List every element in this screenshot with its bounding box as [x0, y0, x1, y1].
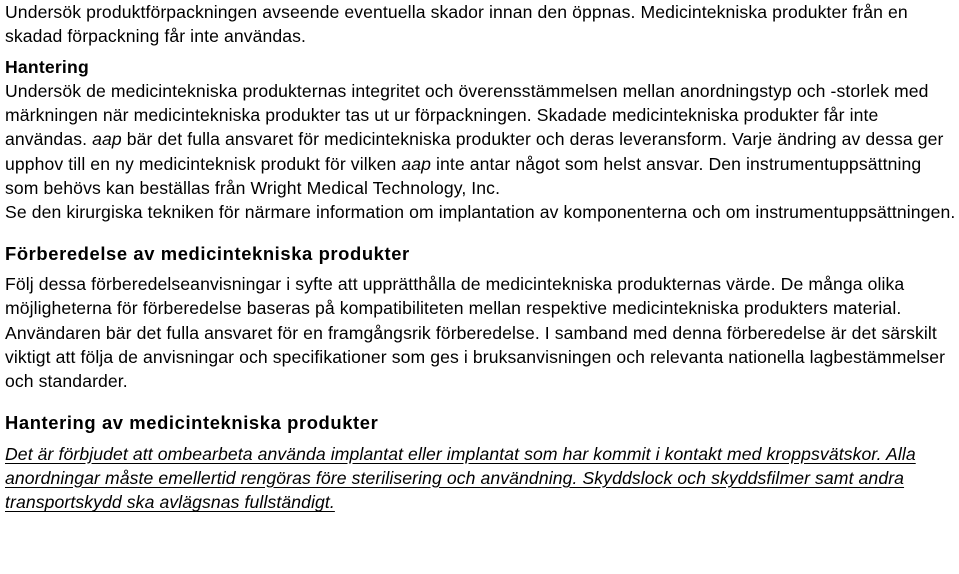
spacer — [5, 393, 957, 411]
hantering-text-b: bär det fulla ansvaret för medicintekniska produkter och deras leveransform. Varje ändring av dessa ger upphov till en ny medicinteknisk produkt för vilken — [5, 129, 944, 174]
intro-paragraph: Undersök produktförpackningen avseende eventuella skador innan den öppnas. Medicintekniska produkter från en skadad förpackning får inte användas. — [5, 2, 908, 47]
section-heading-hantering-medicintekniska: Hantering av medicintekniska produkter — [5, 412, 379, 434]
aap-brand-2: aap — [401, 153, 432, 174]
aap-brand-1: aap — [92, 129, 122, 150]
forberedelse-paragraph: Följ dessa förberedelseanvisningar i syfte att upprätthålla de medicintekniska produkternas värde. De många olika möjligheterna för förberedelse baseras på kompatibiliteten mellan respektive medicintekniska produkters material. Användaren bär det fulla ansvaret för en framgångsrik förberedelse. I samband med denna förberedelse är det särskilt viktigt att följa de anvisningar och specifikationer som ges i bruksanvisningen och relevanta nationella lagbestämmelser och standarder. — [5, 273, 946, 392]
spacer — [5, 225, 957, 242]
section-heading-hantering: Hantering — [5, 56, 89, 77]
document-page — [5, 0, 957, 515]
hantering-text-c: inte antar något som helst ansvar. Den instrumentuppsättning som behövs kan beställas från Wright Medical Technology, Inc. — [5, 153, 922, 199]
hantering-paragraph — [5, 79, 957, 200]
warning-paragraph: Det är förbjudet att ombearbeta använda implantat eller implantat som har kommit i kontakt med kroppsvätskor. Alla anordningar måste emellertid rengöras före sterilisering och användning. Skyddslock och skyddsfilmer samt andra transportskydd ska avlägsnas fullständigt. — [5, 443, 916, 513]
hantering-text-a: Undersök de medicintekniska produkternas integritet och överensstämmelsen mellan anordningstyp och -storlek med märkningen när medicintekniska produkter tas ut ur förpackningen. Skadade medicintekniska produkter får inte användas. — [5, 80, 929, 150]
section-heading-forberedelse: Förberedelse av medicintekniska produkter — [5, 242, 410, 264]
hantering-paragraph-2: Se den kirurgiska tekniken för närmare information om implantation av komponenterna och om instrumentuppsättningen. — [5, 202, 956, 223]
